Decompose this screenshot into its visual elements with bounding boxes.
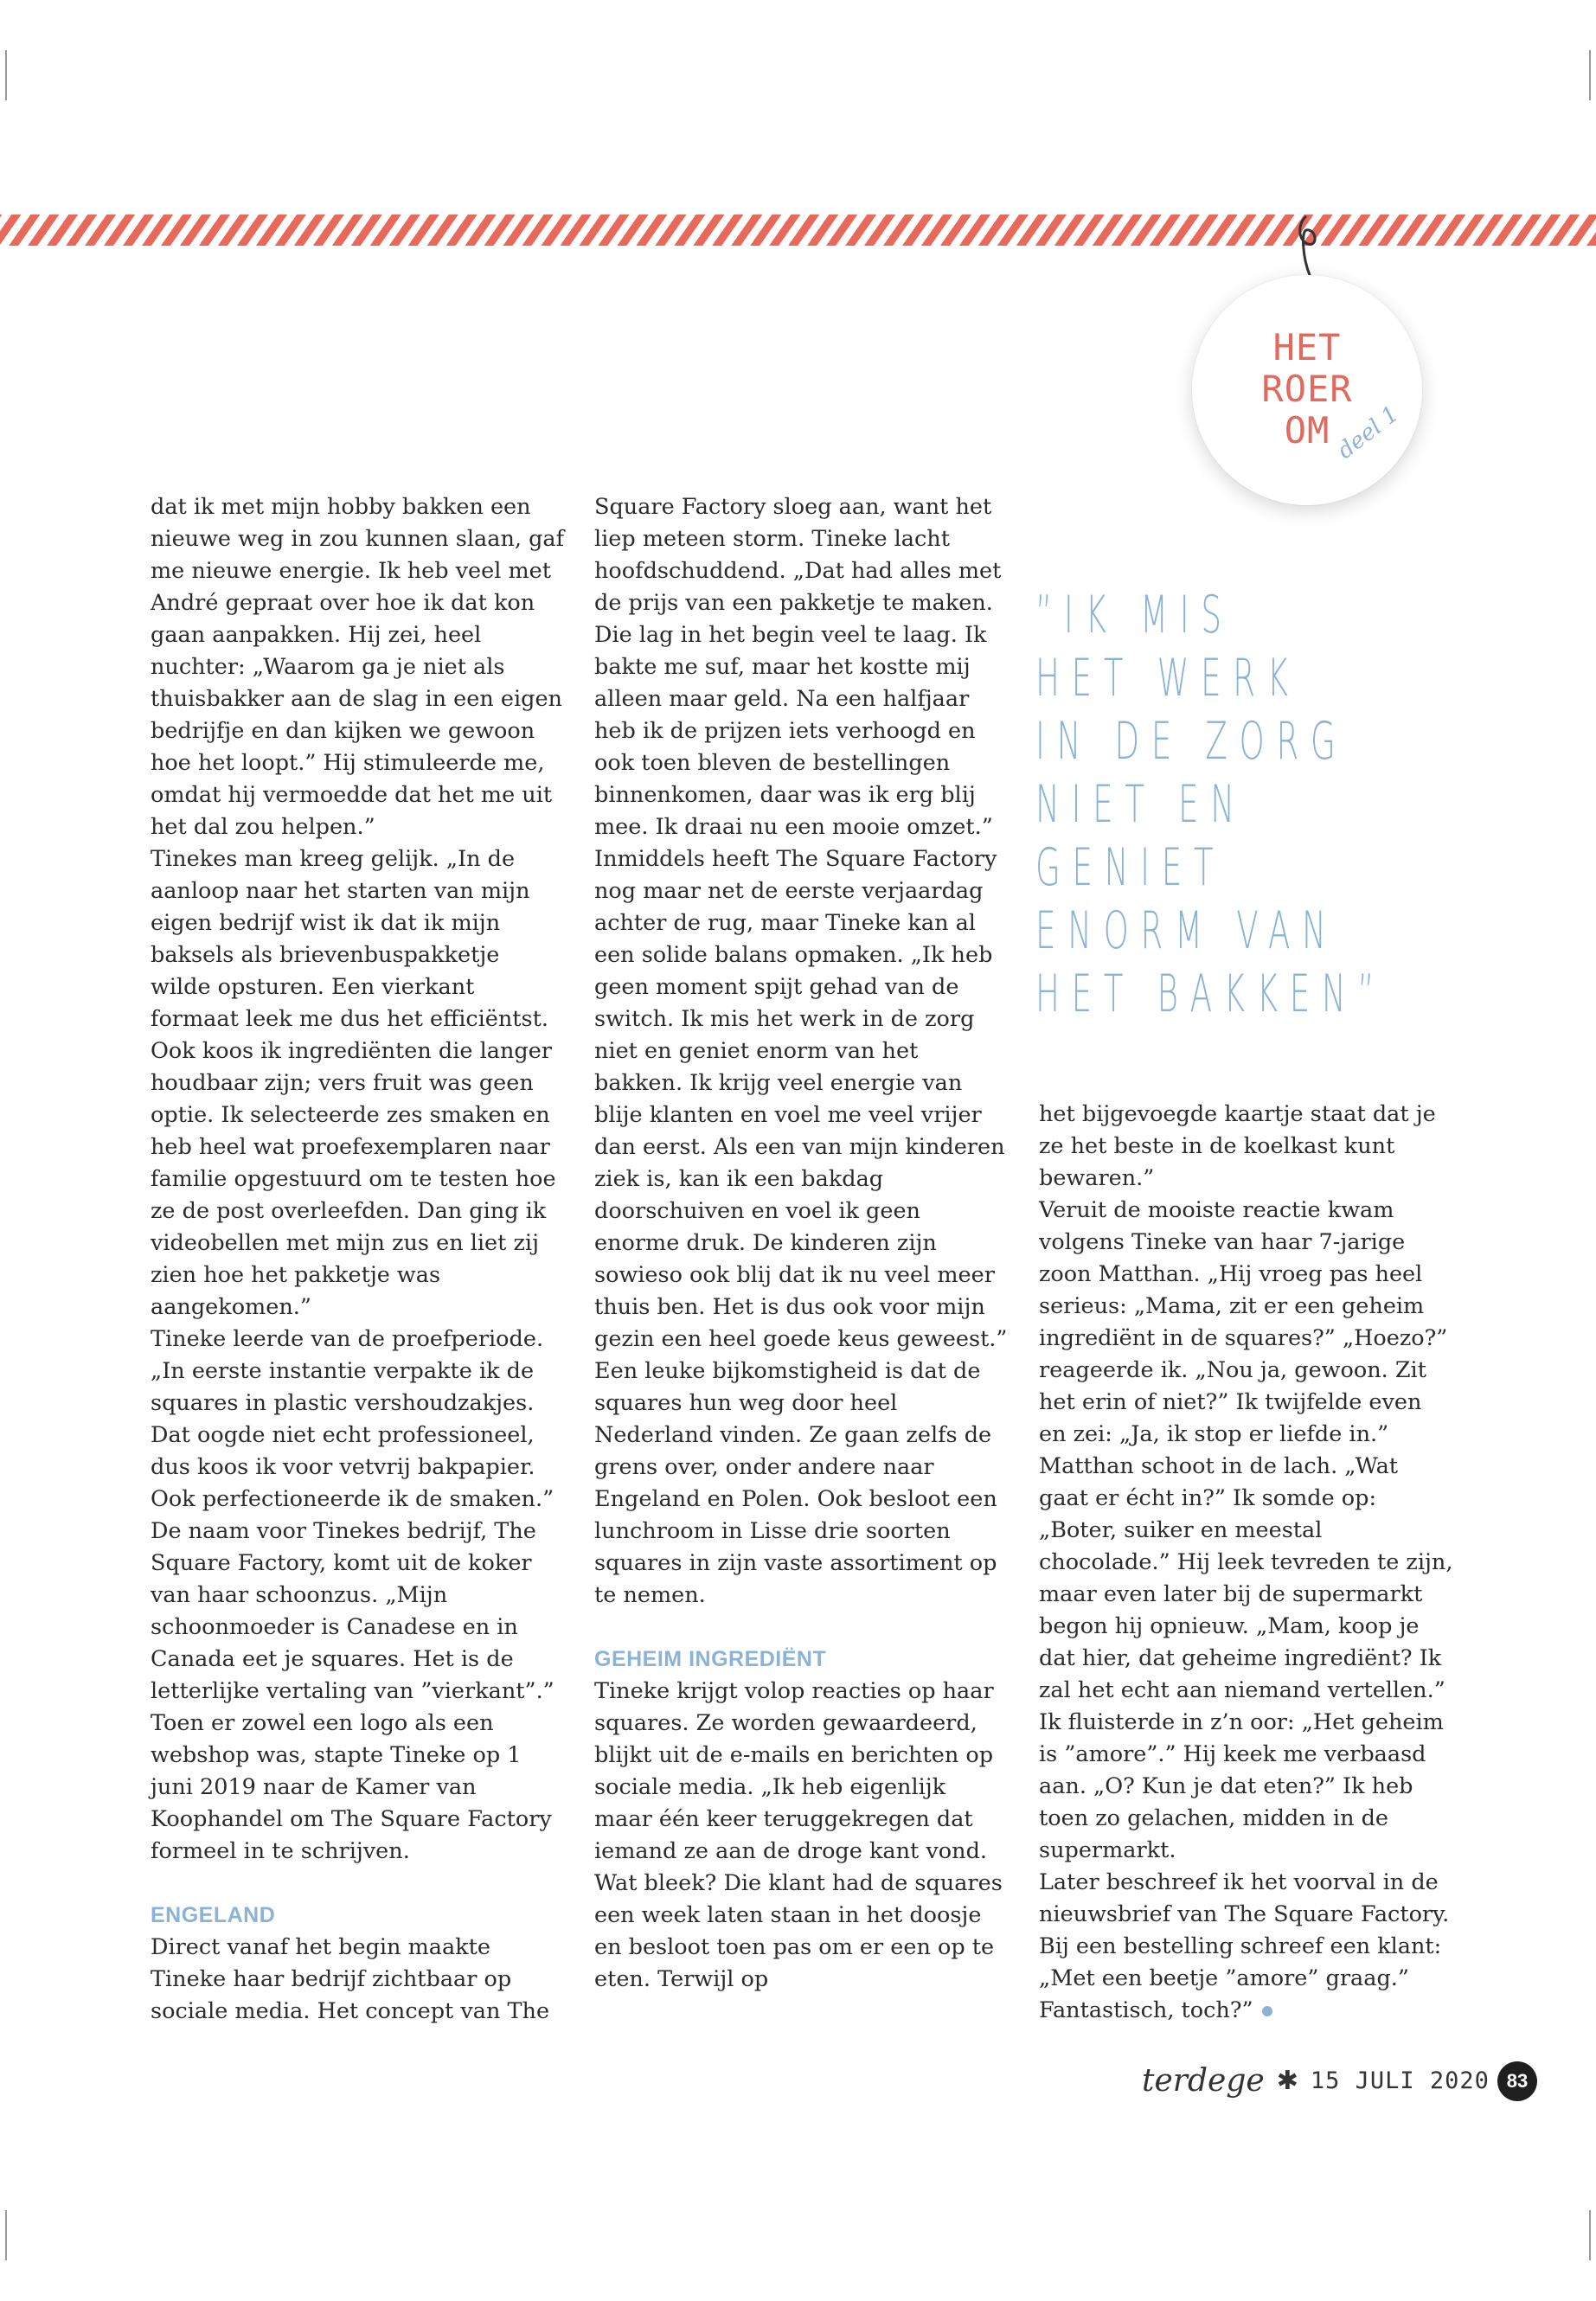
crop-mark-bottom-left — [5, 2210, 7, 2260]
page-footer — [1142, 2059, 1490, 2102]
pull-quote-line: ENORM VAN — [1035, 901, 1338, 961]
body-paragraph: Een leuke bijkomstigheid is dat de squares hun weg door heel Nederland vinden. Ze gaan zelfs de grens over, onder andere naar Engeland en Polen. Ook besloot een lunchroom in Lisse drie soorten squares in zijn vaste assortiment op te nemen. — [594, 1358, 997, 1608]
pull-quote-line: NIET EN — [1035, 774, 1247, 835]
body-paragraph: Veruit de mooiste reactie kwam volgens Tineke van haar 7-jarige zoon Matthan. „Hij vroeg pas heel serieus: „Mama, zit er een geheim ingrediënt in de squares?” „Hoezo?” reageerde ik. „Nou ja, gewoon. Zit het erin of niet?” Ik twijfelde even en zei: „Ja, ik stop er liefde in.” Matthan schoot in de lach. „Wat gaat er écht in?” Ik somde op: „Boter, suiker en meestal chocolade.” Hij leek tevreden te zijn, maar even later bij de supermarkt begon hij opnieuw. „Mam, koop je dat hier, dat geheime ingrediënt? Ik zal het echt aan niemand vertellen.” Ik fluisterde in z’n oor: „Het geheim is ”amore”.” Hij keek me verbaasd aan. „O? Kun je dat eten?” Ik heb toen zo gelachen, midden in de supermarkt. — [1039, 1197, 1453, 1863]
series-tag-badge — [1192, 275, 1422, 505]
pull-quote-line: GENIET — [1035, 837, 1226, 898]
body-paragraph: het bijgevoegde kaartje staat dat je ze het beste in de koelkast kunt bewaren.” — [1039, 1101, 1436, 1191]
body-paragraph: Direct vanaf het begin maakte Tineke haar bedrijf zichtbaar op sociale media. Het concept van The — [151, 1934, 550, 2024]
body-paragraph: Tinekes man kreeg gelijk. „In de aanloop naar het starten van mijn eigen bedrijf wist ik dat ik mijn baksels als brievenbuspakketje wilde opsturen. Een vierkant formaat leek me dus het efficiëntst. Ook koos ik ingrediënten die langer houdbaar zijn; vers fruit was geen optie. Ik selecteerde zes smaken en heb heel wat proefexemplaren naar familie opgestuurd om te testen hoe ze de post overleefden. Dan ging ik videobellen met mijn zus en liet zij zien hoe het pakketje was aangekomen.” — [151, 846, 556, 1320]
pull-quote-line: HET WERK — [1035, 648, 1300, 708]
tag-line: ROER — [1261, 368, 1353, 410]
page-number: 83 — [1497, 2061, 1537, 2101]
body-paragraph — [1039, 1867, 1454, 2027]
series-tag-subtitle: deel 1 — [1332, 401, 1404, 465]
section-heading-geheim-ingredient: GEHEIM INGREDIËNT — [594, 1647, 827, 1671]
closing-paragraph-text: Later beschreef ik het voorval in de nieuwsbrief van The Square Factory. Bij een bestelling schreef een klant: „Met een beetje ”amore” graag.” Fantastisch, toch?” — [1039, 1869, 1450, 2023]
magazine-brand: terdege — [1142, 2062, 1265, 2099]
crop-mark-bottom-right — [1589, 2210, 1591, 2260]
body-paragraph: Inmiddels heeft The Square Factory nog maar net de eerste verjaardag achter de rug, maar Tineke kan al een solide balans opmaken. „Ik heb geen moment spijt gehad van de switch. Ik mis het werk in de zorg niet en geniet enorm van het bakken. Ik krijg veel energie van blije klanten en voel me veel vrijer dan eerst. Als een van mijn kinderen ziek is, kan ik een bakdag doorschuiven en voel ik geen enorme druk. De kinderen zijn sowieso ook blij dat ik nu veel meer thuis ben. Het is dus ook voor mijn gezin een heel goede keus geweest.” — [594, 846, 1008, 1352]
crop-mark-top-right — [1589, 50, 1591, 100]
crop-mark-top-left — [5, 50, 7, 100]
tag-line: OM — [1284, 409, 1330, 452]
issue-date: 15 JULI 2020 — [1310, 2067, 1490, 2094]
end-mark-icon — [1262, 2006, 1272, 2016]
body-paragraph: De naam voor Tinekes bedrijf, The Square Factory, komt uit de koker van haar schoonzus. „Mijn schoonmoeder is Canadese en in Canada eet je squares. Het is de letterlijke vertaling van ”vierkant”.” Toen er zowel een logo als een webshop was, stapte Tineke op 1 juni 2019 naar de Kamer van Koophandel om The Square Factory formeel in te schrijven. — [151, 1518, 554, 1864]
pull-quote-line: ”IK MIS — [1035, 585, 1234, 645]
body-paragraph: Tineke krijgt volop reacties op haar squares. Ze worden gewaardeerd, blijkt uit de e-mails en berichten op sociale media. „Ik heb eigenlijk maar één keer teruggekregen dat iemand ze aan de droge kant vond. Wat bleek? Die klant had de squares een week laten staan in het doosje en besloot toen pas om er een op te eten. Terwijl op — [594, 1678, 1003, 1992]
article-column-1 — [151, 491, 566, 2028]
pull-quote — [1035, 584, 1387, 1026]
pull-quote-line: HET BAKKEN” — [1035, 964, 1387, 1024]
body-paragraph: Tineke leerde van de proefperiode. „In eerste instantie verpakte ik de squares in plastic vershoudzakjes. Dat oogde niet echt professioneel, dus koos ik voor vetvrij bakpapier. Ook perfectioneerde ik de smaken.” — [151, 1326, 554, 1512]
body-paragraph: dat ik met mijn hobby bakken een nieuwe weg in zou kunnen slaan, gaf me nieuwe energie. Ik heb veel met André gepraat over hoe ik dat kon gaan aanpakken. Hij zei, heel nuchter: „Waarom ga je niet als thuisbakker aan de slag in een eigen bedrijfje en dan kijken we gewoon hoe het loopt.” Hij stimuleerde me, omdat hij vermoedde dat het me uit het dal zou helpen.” — [151, 494, 565, 840]
article-column-2 — [594, 491, 1010, 1996]
body-paragraph: Square Factory sloeg aan, want het liep meteen storm. Tineke lacht hoofdschuddend. „Dat had alles met de prijs van een pakketje te maken. Die lag in het begin veel te laag. Ik bakte me suf, maar het kostte mij alleen maar geld. Na een halfjaar heb ik de prijzen iets verhoogd en ook toen bleven de bestellingen binnenkomen, daar was ik erg blij mee. Ik draai nu een mooie omzet.” — [594, 494, 1002, 840]
footer-separator-icon: ✱ — [1276, 2065, 1298, 2096]
tag-line: HET — [1272, 326, 1342, 369]
section-heading-engeland: ENGELAND — [151, 1903, 276, 1927]
article-column-3 — [1039, 1099, 1454, 2027]
pull-quote-line: IN DE ZORG — [1035, 711, 1348, 772]
